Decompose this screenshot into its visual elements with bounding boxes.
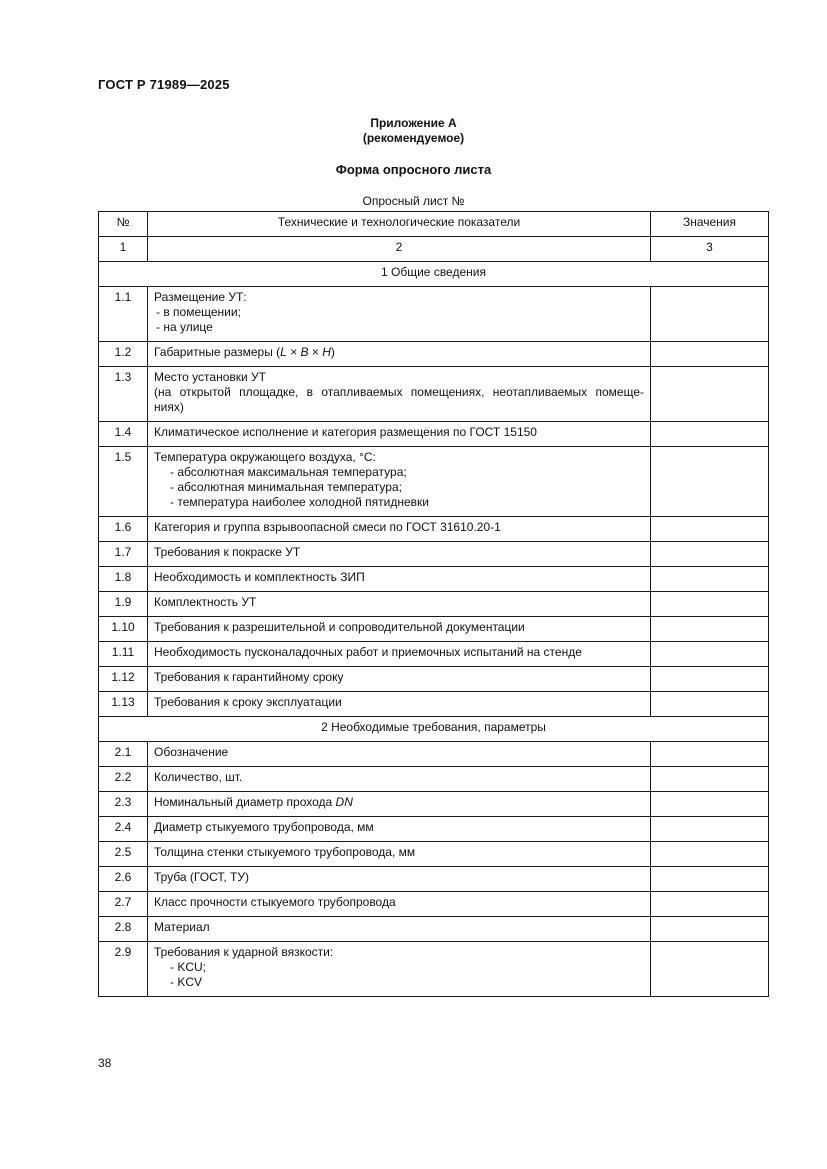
dimension-L: L: [280, 345, 287, 359]
table-row: [99, 792, 769, 817]
row-parameter: Диаметр стыкуемого трубопровода, мм: [148, 817, 651, 842]
row-parameter: Необходимость и комплектность ЗИП: [148, 567, 651, 592]
value-cell[interactable]: [651, 917, 769, 942]
table-row: [99, 867, 769, 892]
page-number: 38: [98, 1056, 112, 1070]
table-row: [99, 342, 769, 367]
row-line: - KCV: [170, 975, 203, 989]
value-cell[interactable]: [651, 592, 769, 617]
row-parameter: Габаритные размеры (L × B × H): [148, 342, 651, 367]
questionnaire-number-label: Опросный лист №: [362, 194, 465, 208]
row-number: 2.8: [99, 917, 148, 942]
row-parameter: Номинальный диаметр прохода DN: [148, 792, 651, 817]
row-number: 1.8: [99, 567, 148, 592]
value-cell[interactable]: [651, 692, 769, 717]
row-number: 1.4: [99, 422, 148, 447]
value-cell[interactable]: [651, 742, 769, 767]
row-parameter: Требования к гарантийному сроку: [148, 667, 651, 692]
row-number: 1.13: [99, 692, 148, 717]
value-cell[interactable]: [651, 567, 769, 592]
row-parameter: Обозначение: [148, 742, 651, 767]
section-row: [99, 717, 769, 742]
table-row: [99, 567, 769, 592]
row-number: 1.3: [99, 367, 148, 422]
row-parameter: Комплектность УТ: [148, 592, 651, 617]
table-row: [99, 287, 769, 342]
row-line: (на открытой площадке, в отапливаемых помещениях, неотапливаемых помеще-: [154, 385, 644, 399]
table-row: [99, 817, 769, 842]
row-number: 1.5: [99, 447, 148, 517]
row-line: - абсолютная минимальная температура;: [170, 480, 402, 494]
section-title: 2 Необходимые требования, параметры: [99, 717, 769, 742]
row-parameter: [148, 367, 651, 422]
row-parameter: Требования к сроку эксплуатации: [148, 692, 651, 717]
table-row: [99, 592, 769, 617]
row-parameter: Необходимость пусконаладочных работ и приемочных испытаний на стенде: [148, 642, 651, 667]
table-row: [99, 942, 769, 997]
value-cell[interactable]: [651, 817, 769, 842]
value-cell[interactable]: [651, 667, 769, 692]
row-line: - KCU;: [170, 960, 206, 974]
row-number: 1.1: [99, 287, 148, 342]
row-number: 2.7: [99, 892, 148, 917]
table-row: [99, 422, 769, 447]
header-parameters: Технические и технологические показатели: [148, 212, 651, 237]
row-number: 1.10: [99, 617, 148, 642]
row-number: 2.5: [99, 842, 148, 867]
row-number: 1.12: [99, 667, 148, 692]
value-cell[interactable]: [651, 447, 769, 517]
row-parameter: Требования к покраске УТ: [148, 542, 651, 567]
row-parameter: [148, 287, 651, 342]
row-parameter: Класс прочности стыкуемого трубопровода: [148, 892, 651, 917]
table-row: [99, 517, 769, 542]
table-row: [99, 892, 769, 917]
column-number-row: [99, 237, 769, 262]
row-line: - температура наиболее холодной пятидневки: [170, 495, 430, 509]
form-title: Форма опросного листа: [335, 162, 492, 177]
table-row: [99, 917, 769, 942]
table-row: [99, 767, 769, 792]
row-number: 2.9: [99, 942, 148, 997]
dn-symbol: DN: [335, 795, 353, 809]
row-number: 1.2: [99, 342, 148, 367]
row-line: - в помещении;: [156, 305, 241, 319]
value-cell[interactable]: [651, 617, 769, 642]
standard-designation: ГОСТ Р 71989—2025: [98, 77, 230, 92]
value-cell[interactable]: [651, 892, 769, 917]
value-cell[interactable]: [651, 867, 769, 892]
value-cell[interactable]: [651, 517, 769, 542]
section-title: 1 Общие сведения: [99, 262, 769, 287]
table-header-row: [99, 212, 769, 237]
appendix-heading: [0, 116, 827, 146]
appendix-title: Приложение А: [370, 116, 457, 130]
value-cell[interactable]: [651, 842, 769, 867]
questionnaire-table: [98, 211, 769, 997]
row-line: Требования к ударной вязкости:: [154, 945, 334, 959]
value-cell[interactable]: [651, 792, 769, 817]
table-row: [99, 742, 769, 767]
row-number: 2.6: [99, 867, 148, 892]
row-number: 1.11: [99, 642, 148, 667]
column-number: 1: [99, 237, 148, 262]
row-parameter: Категория и группа взрывоопасной смеси по ГОСТ 31610.20-1: [148, 517, 651, 542]
table-row: [99, 617, 769, 642]
row-parameter: Труба (ГОСТ, ТУ): [148, 867, 651, 892]
row-parameter: [148, 942, 651, 997]
table-row: [99, 542, 769, 567]
row-line: ниях): [154, 400, 184, 414]
value-cell[interactable]: [651, 942, 769, 997]
row-parameter: Толщина стенки стыкуемого трубопровода, мм: [148, 842, 651, 867]
value-cell[interactable]: [651, 642, 769, 667]
row-parameter: Материал: [148, 917, 651, 942]
row-line: Температура окружающего воздуха, °С:: [154, 450, 376, 464]
value-cell[interactable]: [651, 422, 769, 447]
row-number: 1.7: [99, 542, 148, 567]
row-parameter: Климатическое исполнение и категория размещения по ГОСТ 15150: [148, 422, 651, 447]
dimension-B: B: [300, 345, 309, 359]
row-parameter: Требования к разрешительной и сопроводительной документации: [148, 617, 651, 642]
header-num: №: [99, 212, 148, 237]
value-cell[interactable]: [651, 542, 769, 567]
row-number: 2.2: [99, 767, 148, 792]
table-row: [99, 692, 769, 717]
column-number: 2: [148, 237, 651, 262]
header-values: Значения: [651, 212, 769, 237]
column-number: 3: [651, 237, 769, 262]
table-row: [99, 367, 769, 422]
dimension-H: H: [322, 345, 331, 359]
row-number: 2.3: [99, 792, 148, 817]
row-number: 1.9: [99, 592, 148, 617]
value-cell[interactable]: [651, 367, 769, 422]
row-line: - абсолютная максимальная температура;: [170, 465, 407, 479]
value-cell[interactable]: [651, 767, 769, 792]
table-row: [99, 642, 769, 667]
row-number: 2.1: [99, 742, 148, 767]
row-line: Место установки УТ: [154, 370, 266, 384]
row-parameter: [148, 447, 651, 517]
row-parameter: Количество, шт.: [148, 767, 651, 792]
table-row: [99, 447, 769, 517]
table-row: [99, 667, 769, 692]
row-number: 2.4: [99, 817, 148, 842]
appendix-type: (рекомендуемое): [362, 131, 465, 145]
section-row: [99, 262, 769, 287]
row-number: 1.6: [99, 517, 148, 542]
row-line: Размещение УТ:: [154, 290, 247, 304]
table-row: [99, 842, 769, 867]
value-cell[interactable]: [651, 287, 769, 342]
row-line: - на улице: [156, 320, 213, 334]
value-cell[interactable]: [651, 342, 769, 367]
